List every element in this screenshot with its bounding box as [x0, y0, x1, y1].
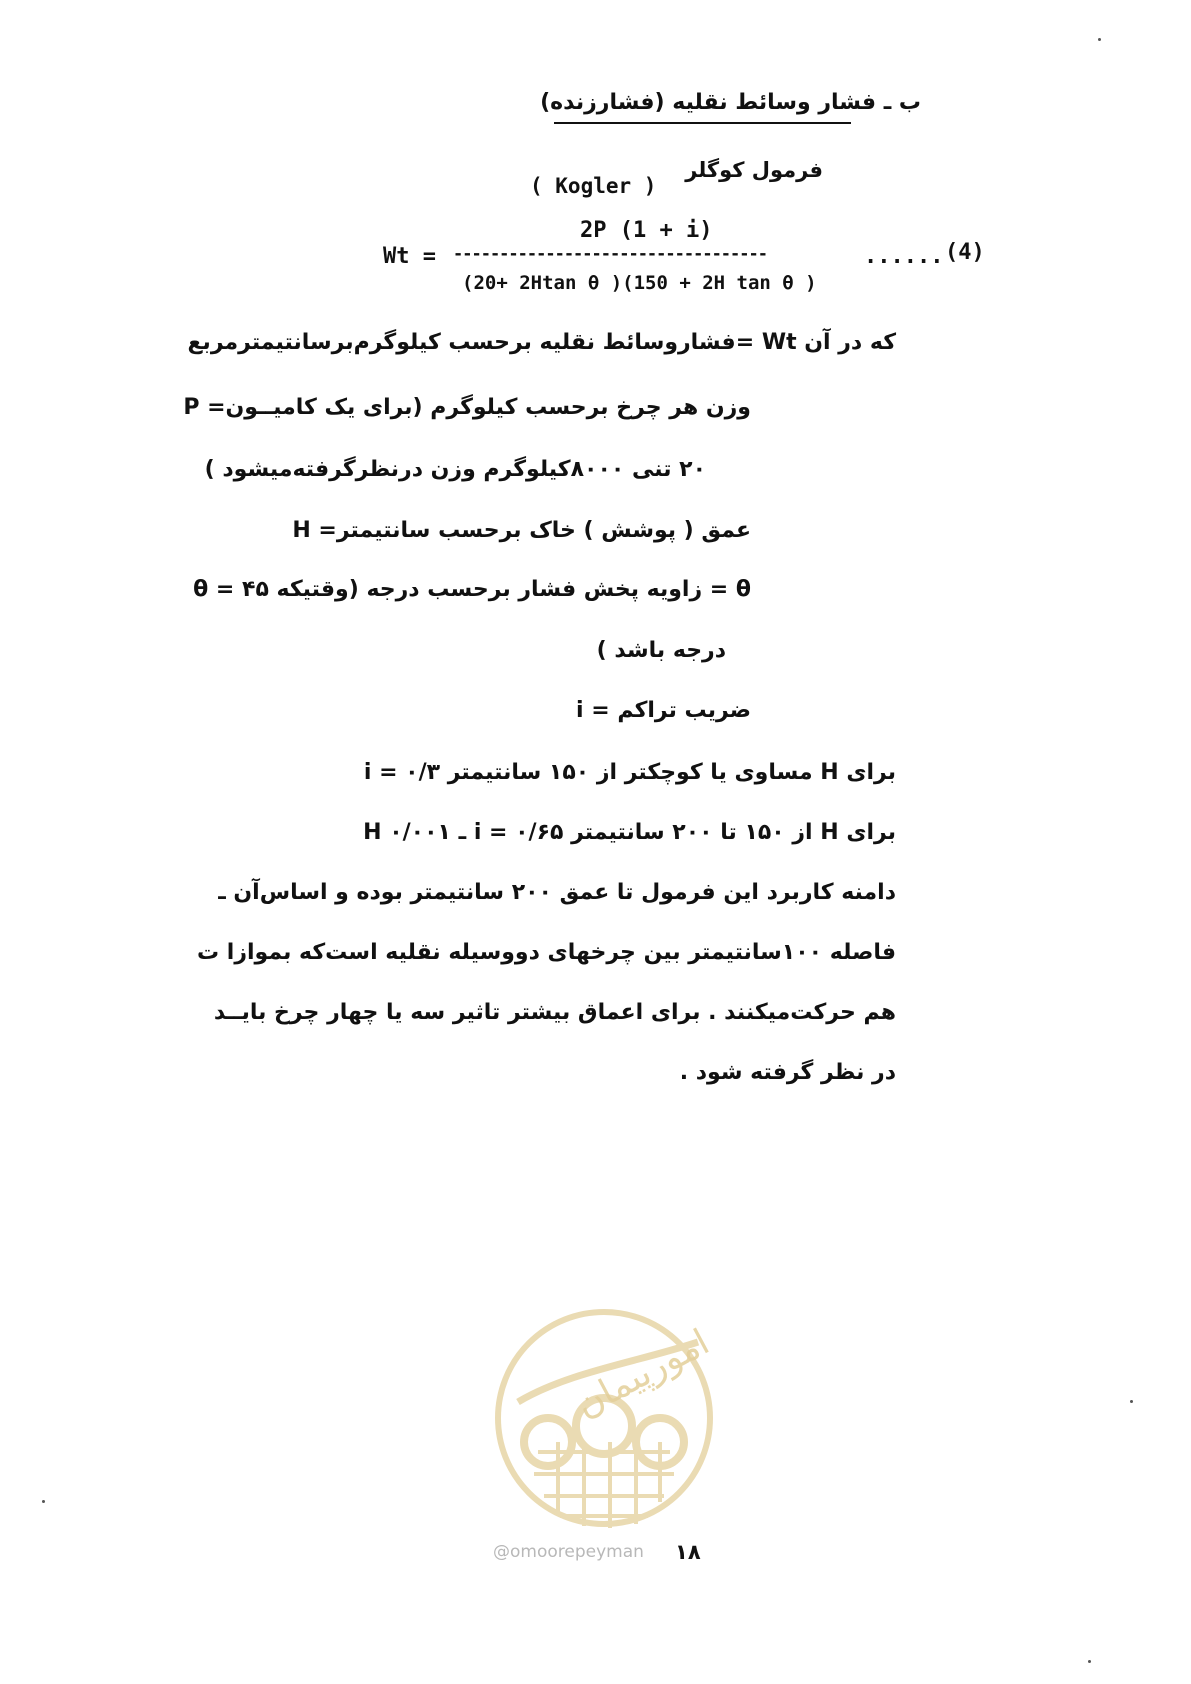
section-heading: [540, 90, 921, 116]
watermark-handle: @omoorepeyman: [493, 1542, 644, 1562]
definition-theta: θ = زاویه پخش فشار برحسب درجه (وقتیکه ۴۵ = θ: [193, 577, 751, 602]
formula-latin-label: ( Kogler ): [530, 174, 657, 198]
formula-persian-label: فرمول کوگلر: [685, 158, 823, 182]
paragraph-line-2: فاصله ۱۰۰سانتیمتر بین چرخهای دووسیله نقلیه است‌که بموازا ت: [197, 940, 896, 965]
scan-speck: [1088, 1660, 1091, 1663]
scan-speck: [1130, 1400, 1133, 1403]
page-number: ۱۸: [675, 1540, 701, 1564]
definition-p: P =وزن هر چرخ برحسب کیلوگرم (برای یک کامیــون: [183, 395, 751, 420]
definition-i: i = ضریب تراکم: [576, 698, 751, 723]
section-heading-text: ب ـ فشار وسائط نقلیه (فشارزنده): [540, 90, 921, 115]
formula-denominator: (20+ 2Htan θ )(150 + 2H tan θ ): [462, 272, 817, 294]
paragraph-line-4: در نظر گرفته شود .: [679, 1060, 896, 1085]
paragraph-line-1: دامنه کاربرد این فرمول تا عمق ۲۰۰ سانتیمتر بوده و اساس‌آن ـ: [218, 880, 896, 905]
paragraph-line-3: هم حرکت‌میکنند . برای اعماق بیشتر تاثیر سه یا چهار چرخ بایــد: [213, 1000, 896, 1025]
scan-speck: [42, 1500, 45, 1503]
definition-h: H =عمق ( پوشش ) خاک برحسب سانتیمتر: [292, 518, 751, 543]
condition-small-h: برای H مساوی یا کوچکتر از ۱۵۰ سانتیمتر ۰/۳ = i: [363, 760, 896, 785]
watermark-logo-text: امورپیمان: [569, 1321, 716, 1426]
watermark-logo: [488, 1302, 720, 1534]
scan-speck: [1098, 38, 1101, 41]
definition-wt: که در آن Wt =فشاروسائط نقلیه برحسب کیلوگرم‌برسانتیمترمربع: [187, 330, 896, 355]
condition-large-h: برای H از ۱۵۰ تا ۲۰۰ سانتیمتر i = ۰/۶۵ ـ ۰/۰۰۱ H: [363, 820, 896, 845]
formula-fraction-bar: ----------------------------------: [453, 244, 767, 264]
heading-underline: [554, 122, 851, 124]
formula-number: (4): [945, 240, 985, 265]
definition-theta-continued: درجه باشد ): [596, 638, 726, 663]
formula-lhs: Wt =: [383, 244, 436, 269]
formula-numerator: 2P (1 + i): [580, 218, 713, 243]
formula-dots: ......: [864, 244, 944, 269]
definition-p-continued: ۲۰ تنی ۸۰۰۰کیلوگرم وزن درنظرگرفته‌میشود ): [204, 457, 706, 482]
